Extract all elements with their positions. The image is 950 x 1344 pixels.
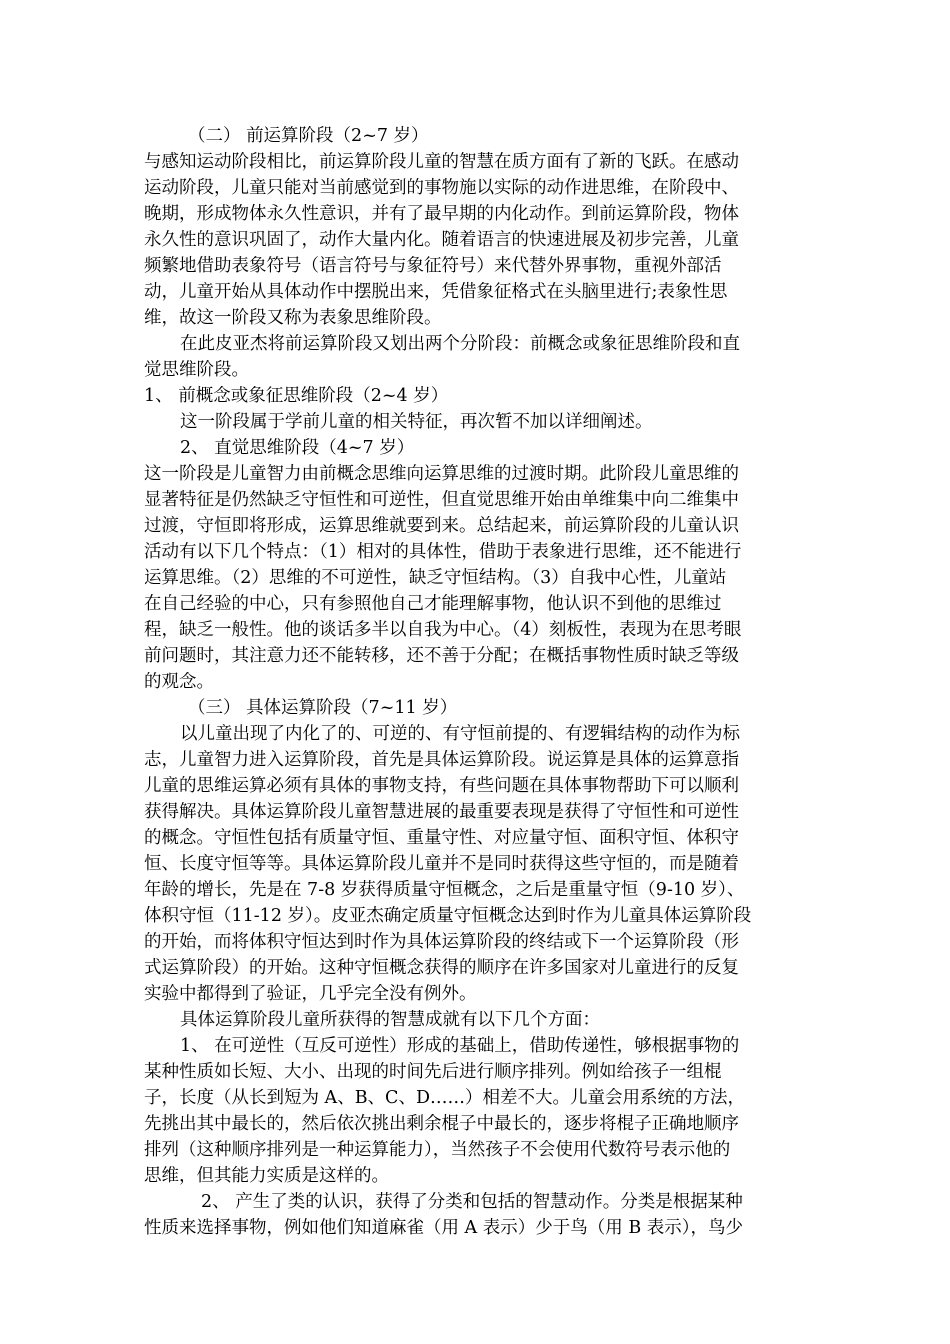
- text-line: 子，长度（从长到短为 A、B、C、D……）相差不大。儿童会用系统的方法，: [144, 1088, 745, 1108]
- document-body: [144, 123, 810, 1241]
- text-line: 前问题时，其注意力还不能转移，还不善于分配；在概括事物性质时缺乏等级: [144, 646, 739, 666]
- text-line: 排列（这种顺序排列是一种运算能力），当然孩子不会使用代数符号表示他的: [144, 1140, 731, 1160]
- text-line: 与感知运动阶段相比，前运算阶段儿童的智慧在质方面有了新的飞跃。在感动: [144, 152, 739, 172]
- text-line: 2、 直觉思维阶段（4~7 岁）: [180, 438, 415, 458]
- text-line: 频繁地借助表象符号（语言符号与象征符号）来代替外界事物，重视外部活: [144, 256, 722, 276]
- text-line: 运动阶段，儿童只能对当前感觉到的事物施以实际的动作进思维，在阶段中、: [144, 178, 739, 198]
- text-line: 维，故这一阶段又称为表象思维阶段。: [144, 308, 442, 328]
- text-line: 儿童的思维运算必须有具体的事物支持，有些问题在具体事物帮助下可以顺利: [144, 776, 739, 796]
- text-line: 具体运算阶段儿童所获得的智慧成就有以下几个方面：: [180, 1010, 600, 1030]
- text-line: 运算思维。（2）思维的不可逆性，缺乏守恒结构。（3）自我中心性，儿童站: [144, 568, 727, 588]
- text-line: （三） 具体运算阶段（7~11 岁）: [188, 698, 458, 718]
- text-line: 的概念。守恒性包括有质量守恒、重量守性、对应量守恒、面积守恒、体积守: [144, 828, 739, 848]
- text-line: 以儿童出现了内化了的、可逆的、有守恒前提的、有逻辑结构的动作为标: [180, 724, 740, 744]
- text-line: （二） 前运算阶段（2~7 岁）: [188, 126, 429, 146]
- text-line: 动，儿童开始从具体动作中摆脱出来，凭借象征格式在头脑里进行;表象性思: [144, 282, 728, 302]
- text-line: 1、 在可逆性（互反可逆性）形成的基础上，借助传递性，够根据事物的: [180, 1036, 740, 1056]
- text-line: 思维，但其能力实质是这样的。: [144, 1166, 389, 1186]
- text-line: 实验中都得到了验证，几乎完全没有例外。: [144, 984, 477, 1004]
- text-line: 志，儿童智力进入运算阶段，首先是具体运算阶段。说运算是具体的运算意指: [144, 750, 739, 770]
- text-line: 的观念。: [144, 672, 214, 692]
- text-line: 的开始，而将体积守恒达到时作为具体运算阶段的终结或下一个运算阶段（形: [144, 932, 739, 952]
- text-line: 永久性的意识巩固了，动作大量内化。随着语言的快速进展及初步完善，儿童: [144, 230, 739, 250]
- text-line: 恒、长度守恒等等。具体运算阶段儿童并不是同时获得这些守恒的，而是随着: [144, 854, 739, 874]
- text-line: 晚期，形成物体永久性意识，并有了最早期的内化动作。到前运算阶段，物体: [144, 204, 739, 224]
- text-line: 先挑出其中最长的，然后依次挑出剩余棍子中最长的，逐步将棍子正确地顺序: [144, 1114, 739, 1134]
- text-line: 某种性质如长短、大小、出现的时间先后进行顺序排列。例如给孩子一组棍: [144, 1062, 722, 1082]
- text-line: 性质来选择事物，例如他们知道麻雀（用 A 表示）少于鸟（用 B 表示），鸟少: [144, 1218, 743, 1238]
- text-line: 过渡，守恒即将形成，运算思维就要到来。总结起来，前运算阶段的儿童认识: [144, 516, 739, 536]
- text-line: 在自己经验的中心，只有参照他自己才能理解事物，他认识不到他的思维过: [144, 594, 722, 614]
- text-line: 在此皮亚杰将前运算阶段又划出两个分阶段：前概念或象征思维阶段和直: [180, 334, 740, 354]
- text-line: 体积守恒（11-12 岁）。皮亚杰确定质量守恒概念达到时作为儿童具体运算阶段: [144, 906, 752, 926]
- text-line: 年龄的增长，先是在 7-8 岁获得质量守恒概念，之后是重量守恒（9-10 岁）、: [144, 880, 745, 900]
- text-line: 这一阶段属于学前儿童的相关特征，再次暂不加以详细阐述。: [180, 412, 653, 432]
- text-line: 式运算阶段）的开始。这种守恒概念获得的顺序在许多国家对儿童进行的反复: [144, 958, 739, 978]
- text-line: 觉思维阶段。: [144, 360, 249, 380]
- text-line: 获得解决。具体运算阶段儿童智慧进展的最重要表现是获得了守恒性和可逆性: [144, 802, 739, 822]
- text-line: 显著特征是仍然缺乏守恒性和可逆性，但直觉思维开始由单维集中向二维集中: [144, 490, 739, 510]
- text-line: 这一阶段是儿童智力由前概念思维向运算思维的过渡时期。此阶段儿童思维的: [144, 464, 739, 484]
- text-line: 程，缺乏一般性。他的谈话多半以自我为中心。（4）刻板性，表现为在思考眼: [144, 620, 742, 640]
- text-line: 活动有以下几个特点：（1）相对的具体性，借助于表象进行思维，还不能进行: [144, 542, 742, 562]
- text-line: 2、 产生了类的认识，获得了分类和包括的智慧动作。分类是根据某种: [201, 1192, 743, 1212]
- text-line: 1、 前概念或象征思维阶段（2~4 岁）: [144, 386, 449, 406]
